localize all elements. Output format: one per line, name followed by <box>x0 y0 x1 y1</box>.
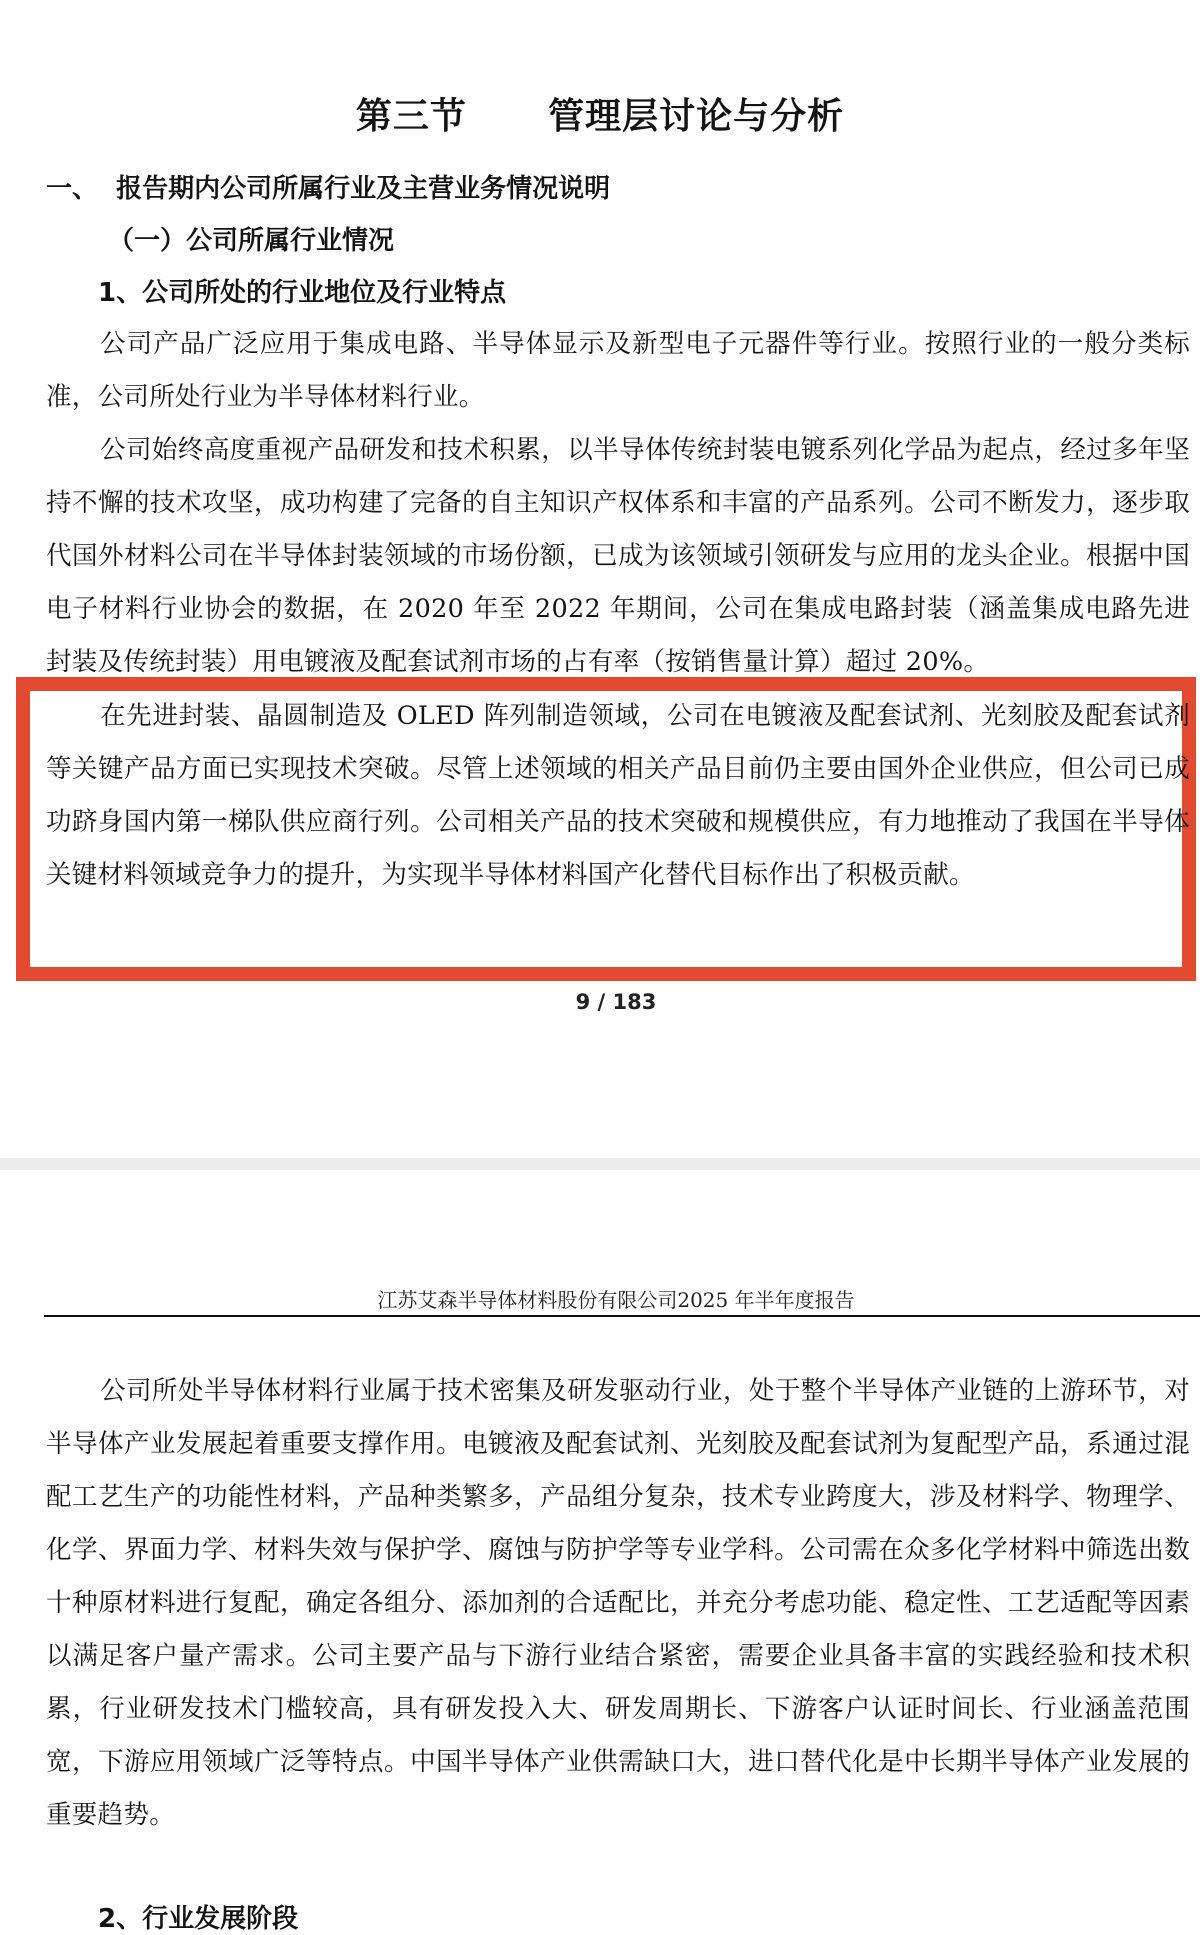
heading-industry-overview: 一、 报告期内公司所属行业及主营业务情况说明 <box>46 174 611 204</box>
paragraph-highlighted-breakthrough: 在先进封装、晶圆制造及 OLED 阵列制造领域，公司在电镀液及配套试剂、光刻胶及配套试剂等关键产品方面已实现技术突破。尽管上述领域的相关产品目前仍主要由国外企业供应，但公司已成功跻身国内第一梯队供应商行列。公司相关产品的技术突破和规模供应，有力地推动了我国在半导体关键材料领域竞争力的提升，为实现半导体材料国产化替代目标作出了积极贡献。 <box>46 701 1190 890</box>
paragraph-industry-characteristics: 公司所处半导体材料行业属于技术密集及研发驱动行业，处于整个半导体产业链的上游环节，对半导体产业发展起着重要支撑作用。电镀液及配套试剂、光刻胶及配套试剂为复配型产品，系通过混配工艺生产的功能性材料，产品种类繁多，产品组分复杂，技术专业跨度大，涉及材料学、物理学、化学、界面力学、材料失效与保护学、腐蚀与防护学等专业学科。公司需在众多化学材料中筛选出数十种原材料进行复配，确定各组分、添加剂的合适配比，并充分考虑功能、稳定性、工艺适配等因素以满足客户量产需求。公司主要产品与下游行业结合紧密，需要企业具备丰富的实践经验和技术积累，行业研发技术门槛较高，具有研发投入大、研发周期长、下游客户认证时间长、行业涵盖范围宽，下游应用领域广泛等特点。中国半导体产业供需缺口大，进口替代化是中长期半导体产业发展的重要趋势。 <box>46 1376 1190 1830</box>
page-number: 9 / 183 <box>575 990 657 1014</box>
paragraph-industry-classification: 公司产品广泛应用于集成电路、半导体显示及新型电子元器件等行业。按照行业的一般分类标准，公司所处行业为半导体材料行业。 <box>46 329 1190 412</box>
section-title: 第三节 管理层讨论与分析 <box>355 96 845 137</box>
paragraph-rd-market-share: 公司始终高度重视产品研发和技术积累，以半导体传统封装电镀系列化学品为起点，经过多年坚持不懈的技术攻坚，成功构建了完备的自主知识产权体系和丰富的产品系列。公司不断发力，逐步取代国外材料公司在半导体封装领域的市场份额，已成为该领域引领研发与应用的龙头企业。根据中国电子材料行业协会的数据，在 2020 年至 2022 年期间，公司在集成电路封装（涵盖集成电路先进封装及传统封装）用电镀液及配套试剂市场的占有率（按销售量计算）超过 20%。 <box>46 435 1190 677</box>
heading-industry-position: 1、公司所处的行业地位及行业特点 <box>98 278 507 308</box>
page-separator <box>0 1158 1200 1170</box>
running-header: 江苏艾森半导体材料股份有限公司2025 年半年度报告 <box>377 1288 855 1312</box>
header-rule <box>44 1315 1200 1317</box>
heading-industry-stage: 2、行业发展阶段 <box>98 1904 299 1934</box>
heading-industry-status: （一）公司所属行业情况 <box>108 226 395 256</box>
